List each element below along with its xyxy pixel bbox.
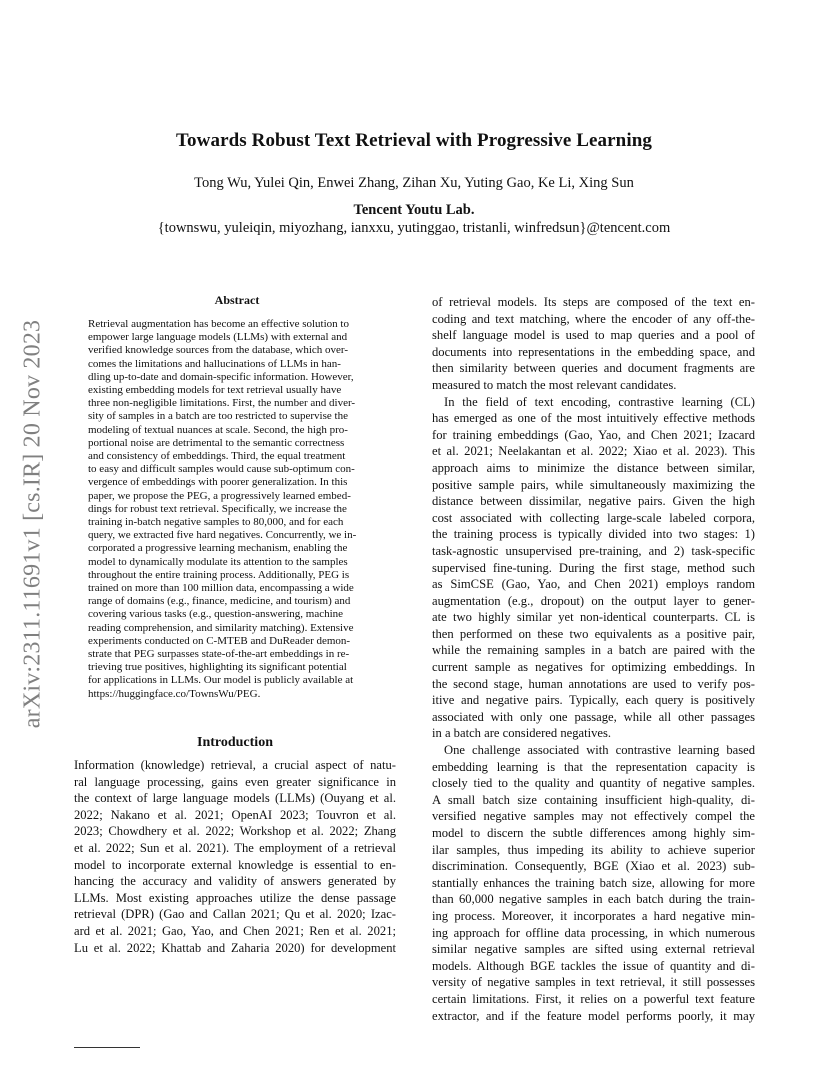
text-line: cost associated with collecting large-scale labeled corpora, — [432, 510, 755, 525]
text-line: In the field of text encoding, contrastive learning (CL) — [444, 394, 755, 409]
text-line: approach aims to minimize the distance between similar, — [432, 460, 755, 475]
text-line: modeling of textual nuances at scale. Second, the high pro- — [88, 423, 348, 436]
text-line: models. Although BGE tackles the issue of quantity and di- — [432, 958, 755, 973]
text-line: ing process. Moreover, it incorporates a hard negative min- — [432, 908, 755, 923]
text-line: current sample as negatives for optimizing embeddings. In — [432, 660, 755, 675]
text-line: while the remaining samples in a batch are paired with the — [432, 643, 755, 658]
text-line: trained on more than 100 million data, encompassing a wide — [88, 582, 354, 595]
text-line: vergence of embeddings with poorer generalization. In this — [88, 476, 348, 489]
author-list: Tong Wu, Yulei Qin, Enwei Zhang, Zihan Xu, Yuting Gao, Ke Li, Xing Sun — [194, 175, 634, 191]
text-line: than 60,000 negative samples in each batch during the train- — [432, 892, 755, 907]
text-line: stantially enhances the training batch size, allowing for more — [432, 875, 755, 890]
text-line: A small batch size containing insufficient high-quality, di- — [432, 792, 755, 807]
text-line: discrimination. Consequently, BGE (Xiao et al. 2023) sub- — [432, 859, 755, 874]
text-line: the context of large language models (LLMs) (Ouyang et al. — [74, 791, 396, 806]
author-emails: {townswu, yuleiqin, miyozhang, ianxxu, yutinggao, tristanli, winfredsun}@tencent.com — [157, 220, 671, 236]
text-line: task-agnostic unsupervised pre-training, and 2) task-specific — [432, 543, 755, 558]
text-line: model to dynamically modulate its attention to the samples — [88, 555, 348, 568]
text-line: model to incorporate external knowledge is essential to en- — [74, 857, 396, 872]
text-line: for applications in LLMs. Our model is publicly available at — [88, 674, 354, 687]
text-line: positive sample pairs, while simultaneously maximizing the — [432, 477, 755, 492]
text-line: shelf language model is used to map queries and a pool of — [432, 328, 755, 343]
arxiv-identifier: arXiv:2311.11691v1 [cs.IR] 20 Nov 2023 — [19, 319, 46, 729]
abstract-body — [88, 318, 382, 701]
paper-title: Towards Robust Text Retrieval with Progressive Learning — [176, 130, 652, 151]
text-line: Information (knowledge) retrieval, a crucial aspect of natu- — [74, 758, 396, 772]
text-line: verified knowledge sources from the database, which over- — [88, 344, 349, 357]
text-line: measured to match the most relevant candidates. — [432, 377, 677, 392]
text-line: has emerged as one of the most intuitively effective methods — [432, 411, 755, 426]
text-line: LLMs. Most existing approaches utilize the dense passage — [74, 890, 396, 905]
text-line: documents into representations in the embedding space, and — [432, 344, 755, 359]
text-line: trieving true positives, highlighting its significant potential — [88, 661, 347, 674]
text-line: distance between dissimilar, negative pairs. Given the high — [432, 494, 755, 509]
text-line: dling up-to-date and domain-specific information. However, — [88, 370, 354, 383]
text-line: similar negative samples are sifted using external retrieval — [432, 942, 755, 957]
text-line: the second stage, human annotations are used to verify pos- — [432, 676, 755, 691]
text-line: Lu et al. 2022; Khattab and Zaharia 2020) for development — [74, 940, 396, 955]
text-line: sity of samples in a batch are too restricted to supervise the — [88, 410, 348, 423]
abstract-heading: Abstract — [214, 293, 260, 307]
text-line: retrieval (DPR) (Gao and Callan 2021; Qu et al. 2020; Izac- — [74, 907, 396, 922]
text-line: 2022; Nakano et al. 2021; OpenAI 2023; Touvron et al. — [74, 807, 396, 822]
text-line: itive and negative pairs. Typically, each query is positively — [432, 693, 755, 708]
text-line: coding and text matching, where the encoder of any off-the- — [432, 311, 755, 326]
text-line: existing embedding models for text retrieval usually have — [88, 384, 342, 397]
text-line: ilar samples, thus impeding its ability to achieve superior — [432, 842, 755, 857]
text-line: three non-negligible limitations. First, the number and diver- — [88, 397, 356, 410]
text-line: comes the limitations and hallucinations of LLMs in han- — [88, 357, 341, 370]
text-line: https://huggingface.co/TownsWu/PEG. — [88, 687, 261, 700]
text-line: in a batch are considered negatives. — [432, 726, 612, 741]
text-line: hancing the accuracy and validity of answers generated by — [74, 874, 396, 889]
text-line: reading comprehension, and similarity matching). Extensive — [88, 621, 354, 634]
text-line: strate that PEG surpasses state-of-the-art embeddings in re- — [88, 648, 350, 661]
text-line: One challenge associated with contrastive learning based — [444, 743, 755, 758]
right-column-body — [432, 294, 755, 1024]
text-line: certain limitations. First, it relies on a powerful text feature — [432, 991, 755, 1006]
footnote-rule — [74, 1047, 140, 1048]
text-line: and consistency of embeddings. Third, the equal treatment — [88, 450, 346, 463]
text-line: associated with only one passage, while all other passages — [432, 709, 755, 724]
text-line: extractor, and if the feature model performs poorly, it may — [432, 1008, 755, 1023]
text-line: throughout the entire training process. Additionally, PEG is — [88, 568, 350, 581]
text-line: query, we extracted five hard negatives. Concurrently, we in- — [88, 529, 357, 542]
text-line: for training embeddings (Gao, Yao, and Chen 2021; Izacard — [432, 427, 755, 442]
text-line: empower large language models (LLMs) with external and — [88, 331, 348, 344]
text-line: ing approach for offline data processing, in which numerous — [432, 925, 755, 940]
text-line: Retrieval augmentation has become an effective solution to — [88, 318, 349, 330]
text-line: ate two highly similar yet non-identical counterparts. CL is — [432, 610, 755, 625]
text-line: training in-batch negative samples to 80,000, and for each — [88, 516, 344, 529]
text-line: of retrieval models. Its steps are composed of the text en- — [432, 295, 755, 309]
text-line: dings for robust text retrieval. Specifically, we increase the — [88, 502, 347, 515]
text-line: augmentation (e.g., dropout) on the output layer to gener- — [432, 593, 755, 608]
text-line: embedding learning is that the representation capacity is — [432, 759, 755, 774]
text-line: the training process is typically divided into two stages: 1) — [432, 527, 755, 542]
text-line: ral language processing, gains even greater significance in — [74, 774, 396, 789]
text-line: range of domains (e.g., finance, medicine, and tourism) and — [88, 595, 351, 608]
text-line: versity of negative samples in text retrieval, it still possesses — [432, 975, 755, 990]
introduction-heading: Introduction — [197, 735, 273, 750]
text-line: then similarity between queries and document fragments are — [432, 361, 755, 376]
text-line: then performed on these two equivalents as a positive pair, — [432, 626, 755, 641]
text-line: 2023; Chowdhery et al. 2022; Workshop et al. 2022; Zhang — [74, 824, 396, 839]
text-line: corporated a progressive learning mechanism, enabling the — [88, 542, 348, 555]
text-line: supervised fine-tuning. During the first stage, method such — [432, 560, 755, 575]
text-line: experiments conducted on C-MTEB and DuReader demon- — [88, 634, 351, 647]
text-line: et al. 2022; Sun et al. 2021). The employment of a retrieval — [74, 840, 396, 855]
affiliation: Tencent Youtu Lab. — [353, 202, 475, 218]
text-line: model to discern the subtle differences among highly sim- — [432, 826, 755, 840]
text-line: paper, we propose the PEG, a progressively learned embed- — [88, 489, 351, 502]
text-line: closely tied to the quality and quantity of negative samples. — [432, 776, 755, 791]
text-line: et al. 2021; Neelakantan et al. 2022; Xiao et al. 2023). This — [432, 444, 755, 459]
text-line: versified negative samples may not effectively compel the — [432, 809, 755, 824]
text-line: ard et al. 2021; Gao, Yao, and Chen 2021; Ren et al. 2021; — [74, 923, 396, 938]
text-line: covering various tasks (e.g., question-answering, machine — [88, 608, 344, 621]
text-line: to easy and difficult samples would cause sub-optimum con- — [88, 463, 355, 476]
introduction-body — [74, 757, 396, 956]
text-line: as SimCSE (Gao, Yao, and Chen 2021) employs random — [432, 577, 755, 592]
text-line: portional noise are detrimental to the semantic correctness — [88, 436, 345, 449]
